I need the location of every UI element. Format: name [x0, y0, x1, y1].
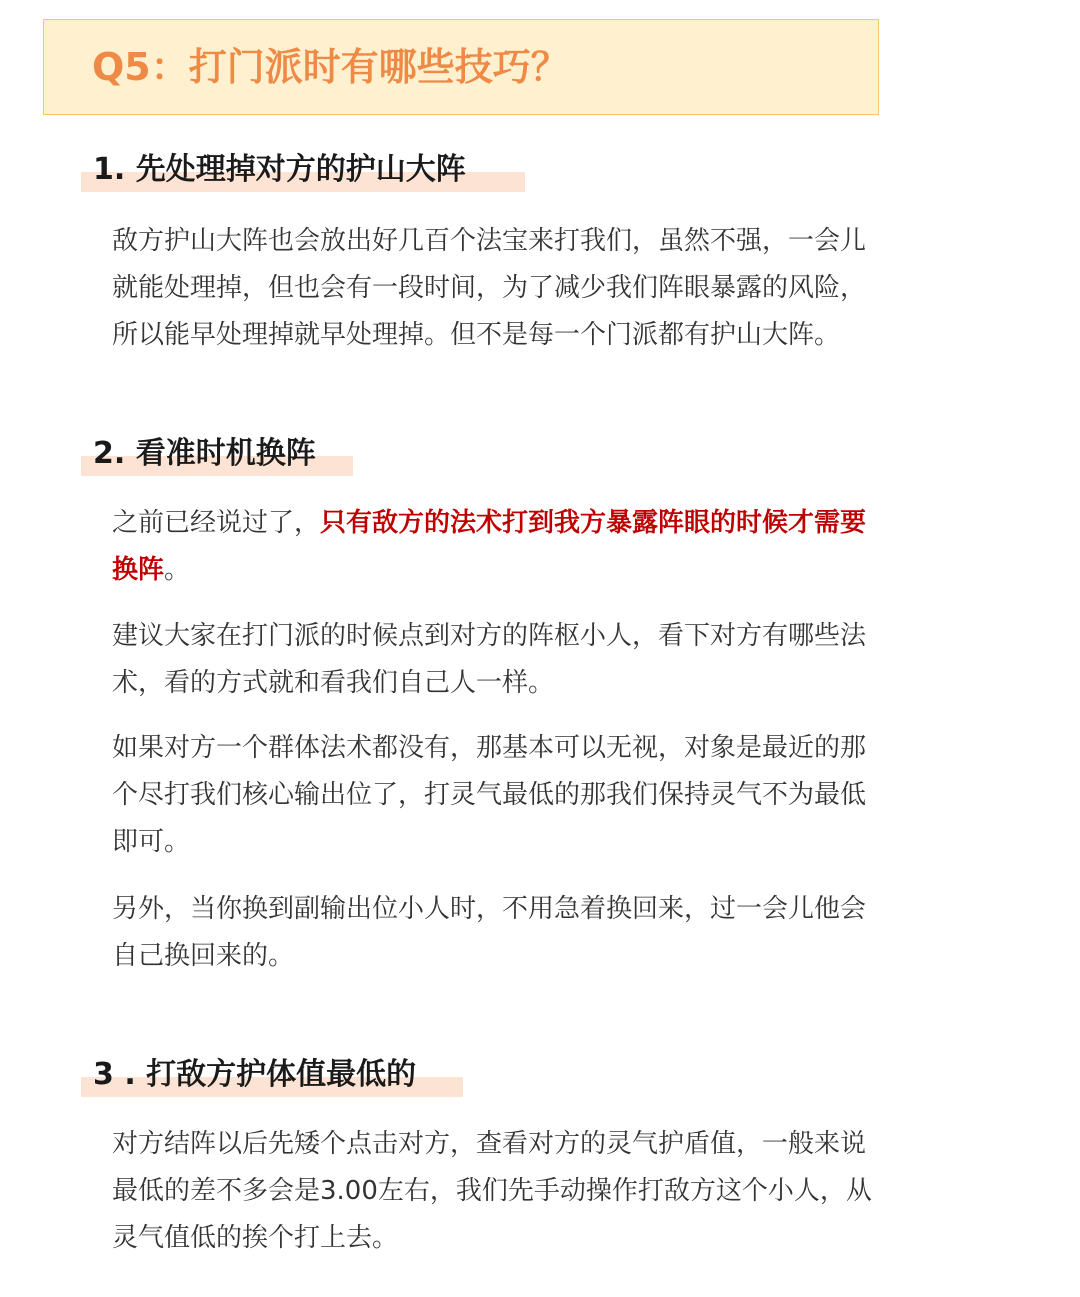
paragraph-text: 之前已经说过了， [112, 508, 321, 538]
paragraph-line: 术，看的方式就和看我们自己人一样。 [112, 668, 555, 698]
paragraph-line: 所以能早处理掉就早处理掉。但不是每一个门派都有护山大阵。 [112, 320, 841, 350]
paragraph-line: 对方结阵以后先矮个点击对方，查看对方的灵气护盾值，一般来说 [112, 1129, 867, 1159]
section-heading-2 [81, 436, 353, 476]
section-3-paragraph-1 [112, 1121, 992, 1262]
paragraph-line: 个尽打我们核心输出位了，打灵气最低的那我们保持灵气不为最低 [112, 780, 867, 810]
paragraph-line: 建议大家在打门派的时候点到对方的阵枢小人，看下对方有哪些法 [112, 621, 867, 651]
emphasis-text: 换阵 [112, 555, 165, 585]
section-2-paragraph-1 [112, 500, 992, 594]
section-2-paragraph-3 [112, 725, 992, 866]
paragraph-line: 敌方护山大阵也会放出好几百个法宝来打我们，虽然不强，一会儿 [112, 226, 867, 256]
paragraph-text: 。 [164, 555, 191, 585]
paragraph-line: 另外，当你换到副输出位小人时，不用急着换回来，过一会儿他会 [112, 894, 867, 924]
section-heading-text: 1. 先处理掉对方的护山大阵 [93, 152, 466, 187]
section-heading-text: 3 . 打敌方护体值最低的 [93, 1057, 417, 1092]
section-heading-text: 2. 看准时机换阵 [93, 436, 316, 471]
section-1-paragraph-1 [112, 218, 992, 359]
paragraph-line: 即可。 [112, 827, 191, 857]
question-title: Q5：打门派时有哪些技巧？ [92, 45, 569, 89]
paragraph-line: 灵气值低的挨个打上去。 [112, 1223, 399, 1253]
paragraph-line: 自己换回来的。 [112, 941, 295, 971]
paragraph-line [112, 500, 992, 547]
section-heading-1 [81, 152, 525, 192]
paragraph-line: 如果对方一个群体法术都没有，那基本可以无视，对象是最近的那 [112, 733, 867, 763]
section-heading-3 [81, 1057, 463, 1097]
question-banner [43, 19, 879, 115]
paragraph-line [112, 547, 992, 594]
emphasis-text: 只有敌方的法术打到我方暴露阵眼的时候才需要 [320, 508, 867, 538]
section-2-paragraph-2 [112, 613, 992, 707]
section-2-paragraph-4 [112, 886, 992, 980]
paragraph-line: 就能处理掉，但也会有一段时间，为了减少我们阵眼暴露的风险， [112, 273, 867, 303]
paragraph-line: 最低的差不多会是3.00左右，我们先手动操作打敌方这个小人，从 [112, 1176, 872, 1206]
